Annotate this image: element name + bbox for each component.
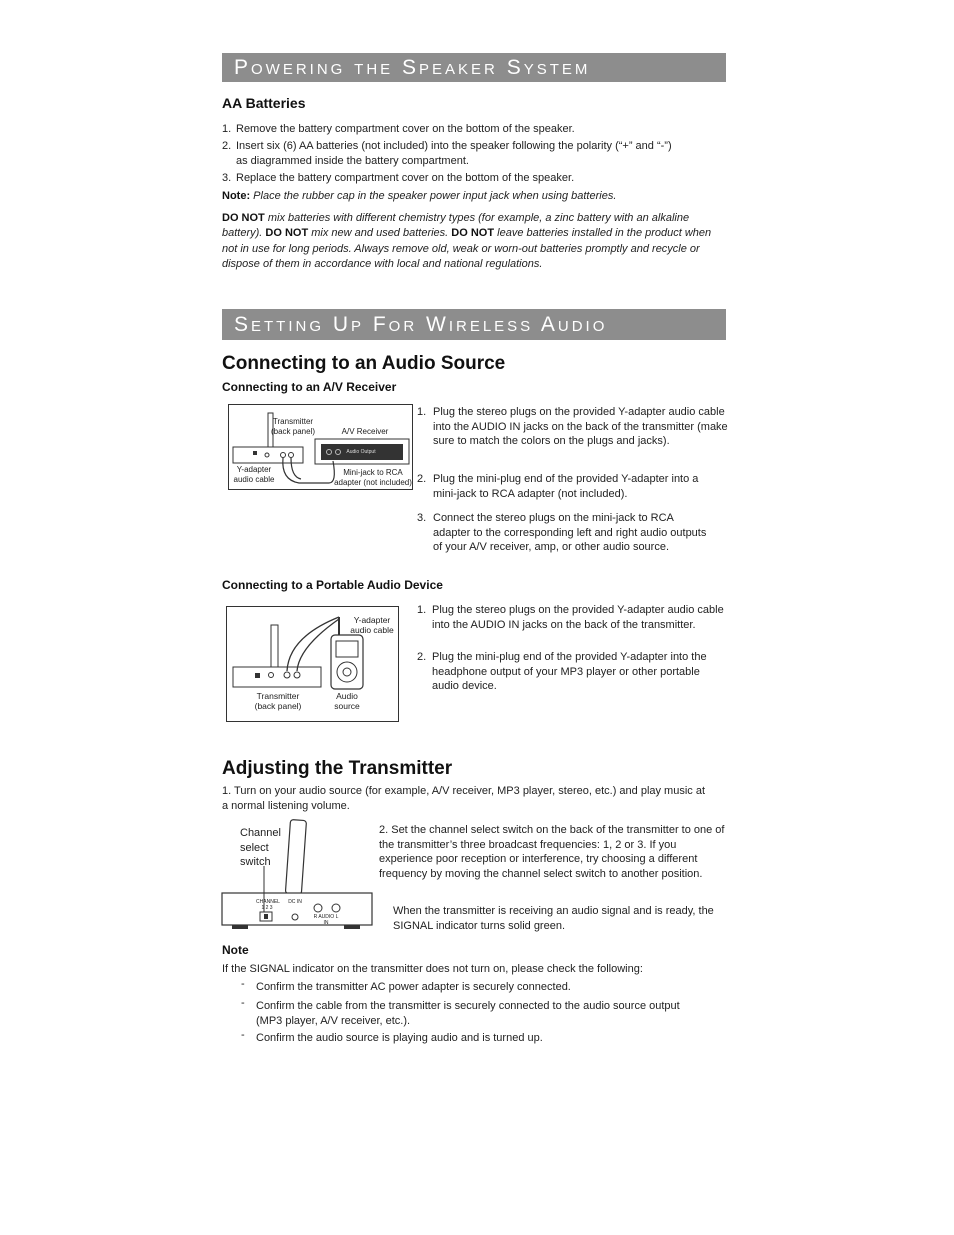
fig-label-audio-in: R AUDIO L xyxy=(313,914,339,920)
warning-text: mix new and used batteries. xyxy=(311,227,449,240)
step-number: 2. xyxy=(222,140,232,152)
do-not-label: DO NOT xyxy=(222,212,265,224)
aa-batteries-heading: AA Batteries xyxy=(222,95,306,111)
note-label: Note: xyxy=(222,190,251,202)
warning-text: leave batteries installed in the product when not in use for long periods. Always remove old, weak or worn-out batteries promptly and recycle or dispose of them in accordance with local and national regulations. xyxy=(222,227,712,270)
signal-ready-text: When the transmitter is receiving an audio signal and is ready, the SIGNAL indicator turns solid green. xyxy=(393,905,714,932)
connecting-audio-source-heading: Connecting to an Audio Source xyxy=(222,353,506,374)
portable-device-diagram xyxy=(226,606,399,722)
battery-note xyxy=(222,189,726,204)
fig-label-audio-source: Audio source xyxy=(334,691,360,711)
battery-step-1: Remove the battery compartment cover on the bottom of the speaker. xyxy=(236,123,575,135)
receiver-step-2: Plug the mini-plug end of the provided Y-adapter into a mini-jack to RCA adapter (not included). xyxy=(433,473,699,500)
av-receiver-subheading: Connecting to an A/V Receiver xyxy=(222,380,397,394)
fig-label-channel-select: Channel select switch xyxy=(240,827,281,868)
portable-subheading: Connecting to a Portable Audio Device xyxy=(222,578,443,592)
adjusting-transmitter-heading: Adjusting the Transmitter xyxy=(222,758,453,779)
battery-warnings xyxy=(222,211,722,272)
adjust-step-1: 1. Turn on your audio source (for example, A/V receiver, MP3 player, stereo, etc.) and play music at a normal listening volume. xyxy=(222,785,706,812)
portable-step-2: Plug the mini-plug end of the provided Y-adapter into the headphone output of your MP3 player or other portable audio device. xyxy=(432,651,707,692)
battery-step-3: Replace the battery compartment cover on the bottom of the speaker. xyxy=(236,172,575,184)
step-number: 2. xyxy=(417,473,427,485)
av-receiver-diagram xyxy=(228,404,413,490)
fig-label-in: IN xyxy=(323,920,329,926)
note-intro: If the SIGNAL indicator on the transmitter does not turn on, please check the following: xyxy=(222,963,643,975)
fig-label-y-adapter: Y-adapter audio cable xyxy=(350,615,394,635)
note-text: Place the rubber cap in the speaker power input jack when using batteries. xyxy=(253,190,617,202)
fig-label-transmitter: Transmitter (back panel) xyxy=(254,691,302,711)
receiver-step-1: Plug the stereo plugs on the provided Y-adapter audio cable into the AUDIO IN jacks on the back of the transmitter (make sure to match the colors on the plugs and jacks). xyxy=(433,406,728,447)
adjust-step-2: 2. Set the channel select switch on the back of the transmitter to one of the transmitter’s three broadcast frequencies: 1, 2 or 3. If you experience poor reception or interference, try choosing a different frequency by moving the channel select switch to another position. xyxy=(379,824,725,880)
bullet-dash: - xyxy=(241,1029,245,1041)
step-number: 3. xyxy=(417,512,427,524)
step-number: 1. xyxy=(222,123,232,135)
fig-label-transmitter: Transmitter (back panel) xyxy=(270,417,316,436)
fig-label-audio-output: Audio Output xyxy=(346,449,376,455)
portable-step-1: Plug the stereo plugs on the provided Y-adapter audio cable into the AUDIO IN jacks on the back of the transmitter. xyxy=(432,604,724,631)
step-number: 1. xyxy=(417,604,427,616)
fig-label-av-receiver: A/V Receiver xyxy=(341,427,389,436)
section-banner-powering: Powering the Speaker System xyxy=(222,53,726,82)
section-banner-wireless: Setting Up For Wireless Audio xyxy=(222,309,726,340)
step-number: 1. xyxy=(417,406,427,418)
fig-label-channel: CHANNEL xyxy=(256,899,280,905)
warning-text: mix batteries with different chemistry types (for example, a zinc battery with an alkaline battery). xyxy=(222,212,690,240)
bullet-dash: - xyxy=(241,978,245,990)
fig-label-dc-in: DC IN xyxy=(288,899,302,905)
do-not-label: DO NOT xyxy=(451,227,495,240)
fig-label-channel-numbers: 1 2 3 xyxy=(261,905,273,911)
channel-switch-diagram xyxy=(220,816,376,930)
do-not-label: DO NOT xyxy=(265,227,309,240)
check-item: Confirm the audio source is playing audio and is turned up. xyxy=(256,1032,543,1044)
bullet-dash: - xyxy=(241,997,245,1009)
step-number: 3. xyxy=(222,172,232,184)
battery-step-2: Insert six (6) AA batteries (not included) into the speaker following the polarity (“+” and “-”) as diagrammed inside the battery compartment. xyxy=(236,140,672,167)
fig-label-y-adapter: Y-adapter audio cable xyxy=(233,465,275,484)
note-heading: Note xyxy=(222,943,249,957)
receiver-step-3: Connect the stereo plugs on the mini-jack to RCA adapter to the corresponding left and right audio outputs of your A/V receiver, amp, or other audio source. xyxy=(433,512,707,553)
check-item: Confirm the transmitter AC power adapter is securely connected. xyxy=(256,981,571,993)
step-number: 2. xyxy=(417,651,427,663)
check-item: Confirm the cable from the transmitter is securely connected to the audio source output (MP3 player, A/V receiver, etc.). xyxy=(256,1000,680,1027)
fig-label-mini-jack: Mini-jack to RCA adapter (not included) xyxy=(334,468,412,487)
